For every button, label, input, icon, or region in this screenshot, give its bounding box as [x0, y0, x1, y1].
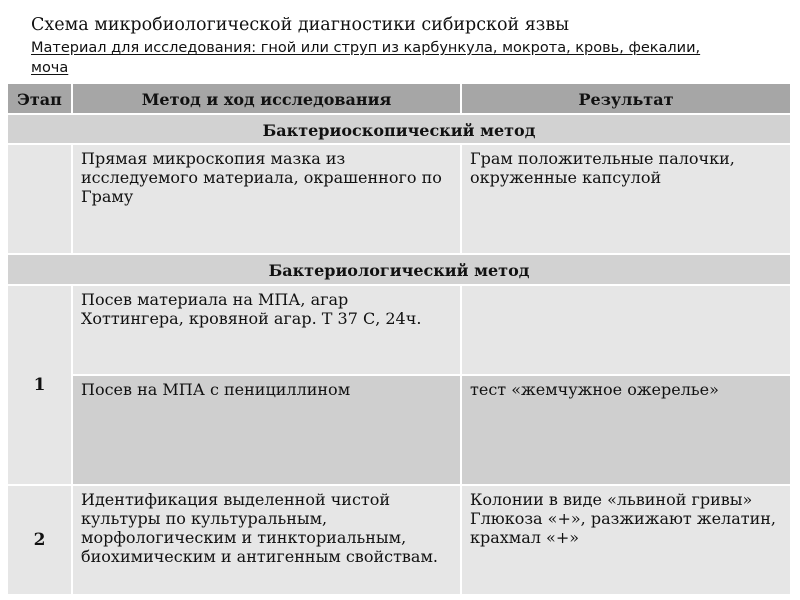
- stage-cell-empty: [8, 145, 73, 255]
- stage-2: 2: [8, 486, 73, 596]
- header-result: Результат: [462, 84, 792, 115]
- header-method: Метод и ход исследования: [73, 84, 462, 115]
- material-subtitle: Материал для исследования: гной или струп из карбункула, мокрота, кровь, фекалии, моча: [31, 40, 701, 76]
- section-bacterioscopic: Бактериоскопический метод: [8, 115, 792, 145]
- method-sowing: Посев материала на МПА, агар Хоттингера, кровяной агар. Т 37 С, 24ч.: [73, 286, 462, 376]
- section-bacteriological: Бактериологический метод: [8, 255, 792, 286]
- stage-1: 1: [8, 286, 73, 486]
- method-penicillin: Посев на МПА с пенициллином: [73, 376, 462, 486]
- result-identification: Колонии в виде «львиной гривы» Глюкоза «+», разжижают желатин, крахмал «+»: [462, 486, 792, 596]
- method-identification: Идентификация выделенной чистой культуры по культуральным, морфологическим и тинкториальным, биохимическим и антигенным свойствам.: [73, 486, 462, 596]
- method-microscopy: Прямая микроскопия мазка из исследуемого материала, окрашенного по Граму: [73, 145, 462, 255]
- result-sowing: [462, 286, 792, 376]
- diagnosis-table: [8, 84, 792, 600]
- header-stage: Этап: [8, 84, 73, 115]
- result-microscopy: Грам положительные палочки, окруженные капсулой: [462, 145, 792, 255]
- result-penicillin: тест «жемчужное ожерелье»: [462, 376, 792, 486]
- page-title: Схема микробиологической диагностики сибирской язвы: [31, 15, 570, 35]
